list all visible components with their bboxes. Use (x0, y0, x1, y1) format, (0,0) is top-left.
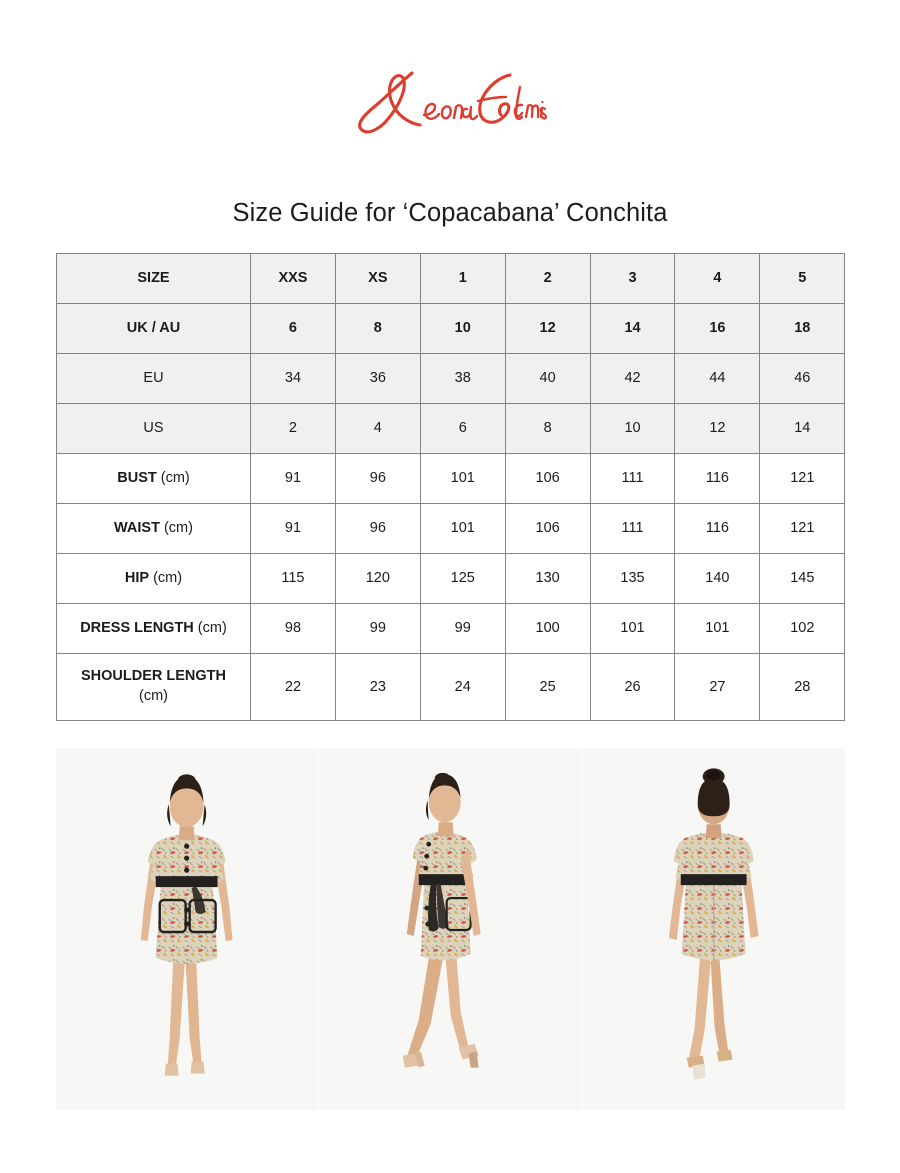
table-cell: 96 (335, 454, 420, 504)
table-cell: 1 (420, 254, 505, 304)
table-cell: 101 (590, 604, 675, 654)
table-cell: 106 (505, 454, 590, 504)
row-label-text: BUST (117, 470, 157, 487)
product-photo-back-view[interactable] (583, 748, 845, 1110)
table-cell: 18 (760, 304, 845, 354)
table-cell: 91 (251, 454, 336, 504)
row-label-unit: (cm) (156, 470, 190, 487)
table-cell: 99 (335, 604, 420, 654)
product-photo-front-view[interactable] (56, 748, 318, 1110)
product-photo-side-view[interactable] (319, 748, 581, 1110)
table-cell: 16 (675, 304, 760, 354)
table-cell: 125 (420, 554, 505, 604)
table-row (57, 354, 845, 404)
row-label-text: SHOULDER LENGTH (81, 668, 226, 685)
table-cell: 6 (420, 404, 505, 454)
table-cell: 46 (760, 354, 845, 404)
table-cell: 40 (505, 354, 590, 404)
row-label (57, 654, 251, 721)
table-cell: 36 (335, 354, 420, 404)
table-cell: 4 (675, 254, 760, 304)
table-cell: 14 (760, 404, 845, 454)
row-label-text: DRESS LENGTH (80, 620, 194, 637)
table-cell: 121 (760, 454, 845, 504)
table-cell: 130 (505, 554, 590, 604)
table-cell: 121 (760, 504, 845, 554)
row-label (57, 554, 251, 604)
table-cell: 8 (505, 404, 590, 454)
table-cell: 120 (335, 554, 420, 604)
table-row (57, 554, 845, 604)
table-cell: 12 (675, 404, 760, 454)
table-cell: 44 (675, 354, 760, 404)
row-label: US (57, 404, 251, 454)
row-label: EU (57, 354, 251, 404)
table-cell: 106 (505, 504, 590, 554)
brand-logo (0, 58, 900, 144)
row-label-text: HIP (124, 570, 150, 587)
table-cell: 34 (251, 354, 336, 404)
table-cell: 101 (675, 604, 760, 654)
table-cell: 24 (420, 654, 505, 721)
table-cell: 14 (590, 304, 675, 354)
table-cell: 2 (251, 404, 336, 454)
table-cell: 100 (505, 604, 590, 654)
table-cell: 27 (675, 654, 760, 721)
size-table-body (57, 254, 845, 721)
table-cell: 101 (420, 454, 505, 504)
table-cell: 140 (675, 554, 760, 604)
table-cell: 91 (251, 504, 336, 554)
row-label-unit: (cm) (139, 688, 168, 704)
table-cell: 3 (590, 254, 675, 304)
table-cell: 145 (760, 554, 845, 604)
table-cell: 96 (335, 504, 420, 554)
table-cell: 26 (590, 654, 675, 721)
table-row (57, 654, 845, 721)
table-cell: 28 (760, 654, 845, 721)
table-cell: 98 (251, 604, 336, 654)
table-cell: 116 (675, 504, 760, 554)
table-cell: 38 (420, 354, 505, 404)
table-cell: 42 (590, 354, 675, 404)
table-cell: 135 (590, 554, 675, 604)
table-cell: 111 (590, 504, 675, 554)
table-cell: 2 (505, 254, 590, 304)
table-cell: 6 (251, 304, 336, 354)
table-cell: 4 (335, 404, 420, 454)
table-cell: 23 (335, 654, 420, 721)
table-cell: 99 (420, 604, 505, 654)
row-label-unit: (cm) (149, 570, 183, 587)
row-label (57, 504, 251, 554)
row-label (57, 604, 251, 654)
table-cell: 116 (675, 454, 760, 504)
table-row (57, 504, 845, 554)
row-label-unit: (cm) (193, 620, 227, 637)
table-row (57, 454, 845, 504)
table-row (57, 304, 845, 354)
table-cell: 102 (760, 604, 845, 654)
table-cell: 25 (505, 654, 590, 721)
table-cell: 111 (590, 454, 675, 504)
page-title: Size Guide for ‘Copacabana’ Conchita (232, 199, 668, 228)
table-row (57, 254, 845, 304)
table-cell: 5 (760, 254, 845, 304)
table-cell: 8 (335, 304, 420, 354)
row-label-unit: (cm) (159, 520, 193, 537)
table-cell: XS (335, 254, 420, 304)
table-cell: 12 (505, 304, 590, 354)
product-photo-strip (56, 748, 845, 1110)
table-cell: XXS (251, 254, 336, 304)
row-label: SIZE (57, 254, 251, 304)
row-label (57, 454, 251, 504)
size-chart-table (56, 253, 845, 721)
table-cell: 101 (420, 504, 505, 554)
size-table (56, 253, 845, 721)
table-cell: 10 (420, 304, 505, 354)
table-cell: 115 (251, 554, 336, 604)
row-label: UK / AU (57, 304, 251, 354)
row-label-text: WAIST (114, 520, 160, 537)
table-cell: 22 (251, 654, 336, 721)
script-wordmark-logo (350, 63, 550, 139)
table-cell: 10 (590, 404, 675, 454)
table-row (57, 604, 845, 654)
table-row (57, 404, 845, 454)
